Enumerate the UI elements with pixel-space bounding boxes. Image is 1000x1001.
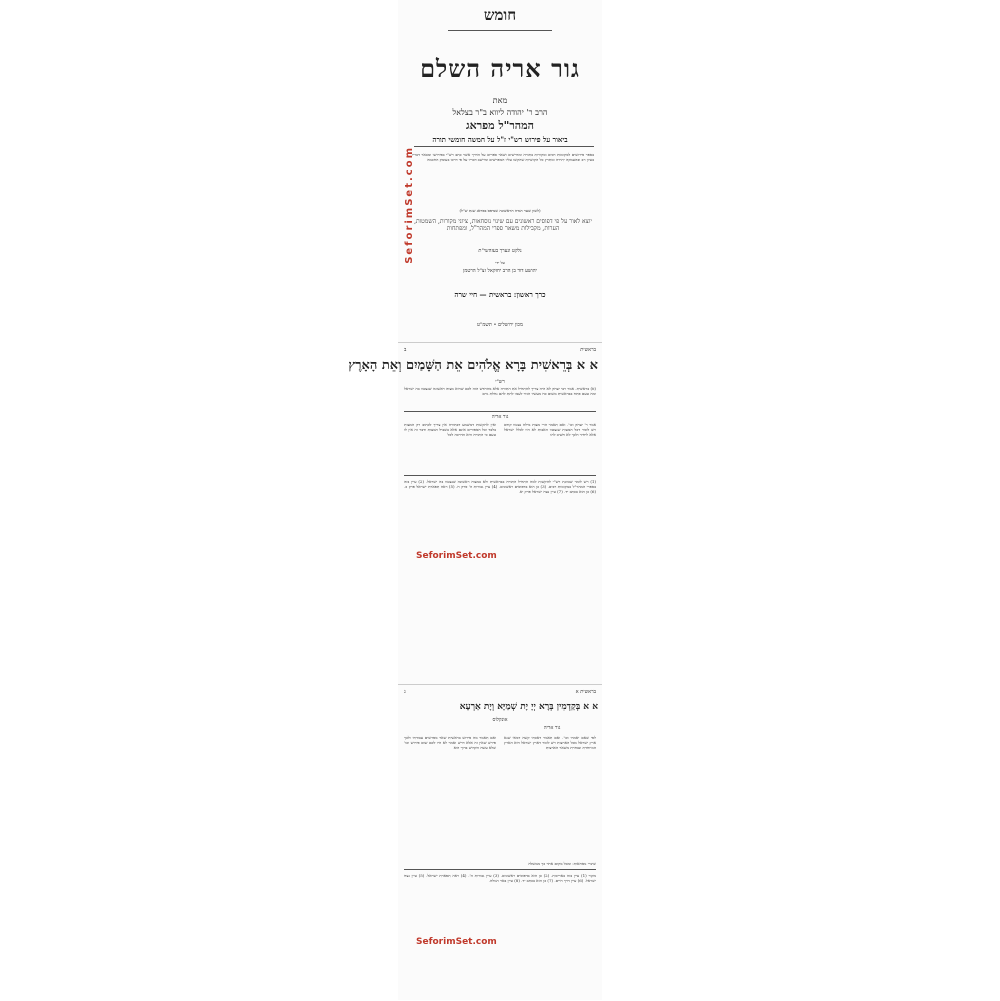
book-scan-strip xyxy=(348,0,602,1000)
divider xyxy=(404,411,596,412)
footnotes: מקור (1) עיין בזה באריכות. (2) כן הוא בדפוסים ראשונים. (3) עיין גבורות ה'. (4) ראה תפארת ישראל. (5) עיין נצח ישראל. (6) עיין דרך חיים. (7) כן הוא בכתב יד. (8) עיין באר הגולה. xyxy=(404,873,596,883)
watermark: SeforimSet.com xyxy=(404,146,415,264)
rashi-text: (א) בראשית. אמר רבי יצחק לא היה צריך להתחיל את התורה אלא מהחדש הזה לכם שהיא מצוה ראשונה שנצטוו בה ישראל ומה טעם פתח בבראשית משום כח מעשיו הגיד לעמו לתת להם נחלת גוים xyxy=(404,386,596,396)
note-line: (לשון שער הגדה הראשונה שנדפס בפראג שנת ש"ל) xyxy=(459,208,541,213)
author-line: הרב ר' יהודה ליווא ב"ר בצלאל xyxy=(452,108,548,117)
gur-aryeh-label: גור אריה xyxy=(491,414,509,420)
page-bereshit-2 xyxy=(398,684,602,1001)
book-title: גור אריה השלם xyxy=(420,54,580,83)
watermark: SeforimSet.com xyxy=(416,937,497,947)
divider xyxy=(404,869,596,870)
volume-line: כרך ראשון: בראשית — חיי שרה xyxy=(454,290,546,299)
page-number: ב xyxy=(404,347,407,353)
gur-aryeh-label: גור אריה xyxy=(543,725,561,731)
gur-aryeh-column-left: ואין להקשות דמשמע דבתורה אין צריך לכתוב רק המצות בלבד וכל הספורים אינם אלא בשביל המצות ודבר זה אין לו טעם כי התורה היא הדרכה לכל xyxy=(404,422,496,437)
gur-aryeh-column-right: לפי שאם יאמרו וכו'. ואם תאמר דאכתי קשה דמאי שנא ארץ ישראל מכל הארצות ויש לומר דארץ ישראל היא הארץ המיוחדת ונבחרת משאר הארצות xyxy=(504,735,596,750)
divider xyxy=(404,475,596,476)
gur-aryeh-column-right: אמר ר' יצחק וכו'. ואם תאמר הרי מצות מילה נצטוו קודם ויש לומר דכל המצות שנצטוו האבות לא היו לכלל ישראל אלא ליחיד ולכך לא חשיב להו xyxy=(504,422,596,437)
verse-text: א א בְּרֵאשִׁית בָּרָא אֱלֹהִים אֵת הַשָּׁמַיִם וְאֵת הָאָרֶץ xyxy=(348,358,598,373)
rashi-label: רש"י xyxy=(495,379,505,385)
page-bereshit-1 xyxy=(348,342,602,683)
page-number: ג xyxy=(404,689,406,695)
publisher-line: מכון ירושלים • תשמ"ט xyxy=(477,322,523,328)
by-line: על ידי xyxy=(495,260,505,265)
intro-paragraph: בספר פירושים למקומות רבים ומקורות בתורה ומדרשים ושאר ספרים על הדרך אשר כתב רש"י בפירושו ומבאר דבריו בעיון רב ובהעמקה יתירה ומתרץ כל הקושיות שהקשו עליו המפרשים ומיישב דבריו על פי דרכו בעומק החכמה xyxy=(412,152,594,162)
variant-readings: שינויי נוסחאות: ומכל מקום אחר כך ממשלה xyxy=(528,861,596,866)
collected-line: נלקט ונערך בעזהשי"ת xyxy=(478,248,522,254)
title-page xyxy=(398,0,602,340)
onkelos-label: אונקלוס xyxy=(492,717,508,723)
title-top: חומש xyxy=(483,6,517,24)
divider xyxy=(448,30,552,31)
verse-text: א א בְּקַדְמִין בְּרָא יְיָ יָת שְׁמַיָּא וְיָת אַרְעָא xyxy=(459,702,598,712)
author-name: המהר"ל מפראג xyxy=(466,119,534,132)
footnotes: (1) ויש לומר שכוונת רש"י להקשות למה התחיל התורה בבראשית ולא במצוה ראשונה שנצטוו בה ישראל. (2) עיין בזה בספרי המהר"ל במקומות רבים. (3) כן הוא בדפוסים ראשונים. (4) עיין גבורות ה' פרק ח. (5) ראה תפארת ישראל פרק כ. (6) כן הוא בכתב יד. (7) עיין נצח ישראל פרק יא. xyxy=(404,479,596,494)
published-line: יוצא לאור על פי דפוסים ראשונים עם שינוי נוסחאות, ציוני מקורות, השמטות, הערות, מקבילות משאר ספרי המהר"ל, ומפתחות xyxy=(414,218,592,232)
watermark: SeforimSet.com xyxy=(416,551,497,561)
editor-line: יהושע דוד בן הרב יחזקאל זצ"ל הרטמן xyxy=(463,268,537,274)
divider xyxy=(414,146,594,147)
from-label: מאת xyxy=(492,96,508,105)
subtitle: ביאור על פירוש רש"י ז"ל על חמשה חומשי תורה xyxy=(432,135,568,144)
page-header-title: בראשית xyxy=(580,347,596,353)
gur-aryeh-column-left: ואם תאמר מה פירוש בראשית שאר מפרשים עבודתי ולכך פירש שאין זה אלא דרש ואמר לא היו לכם שום פירוש וכו' שלא עשה הקדוש ברוך הוא xyxy=(404,735,496,750)
page-header-title: בראשית א xyxy=(575,689,596,695)
